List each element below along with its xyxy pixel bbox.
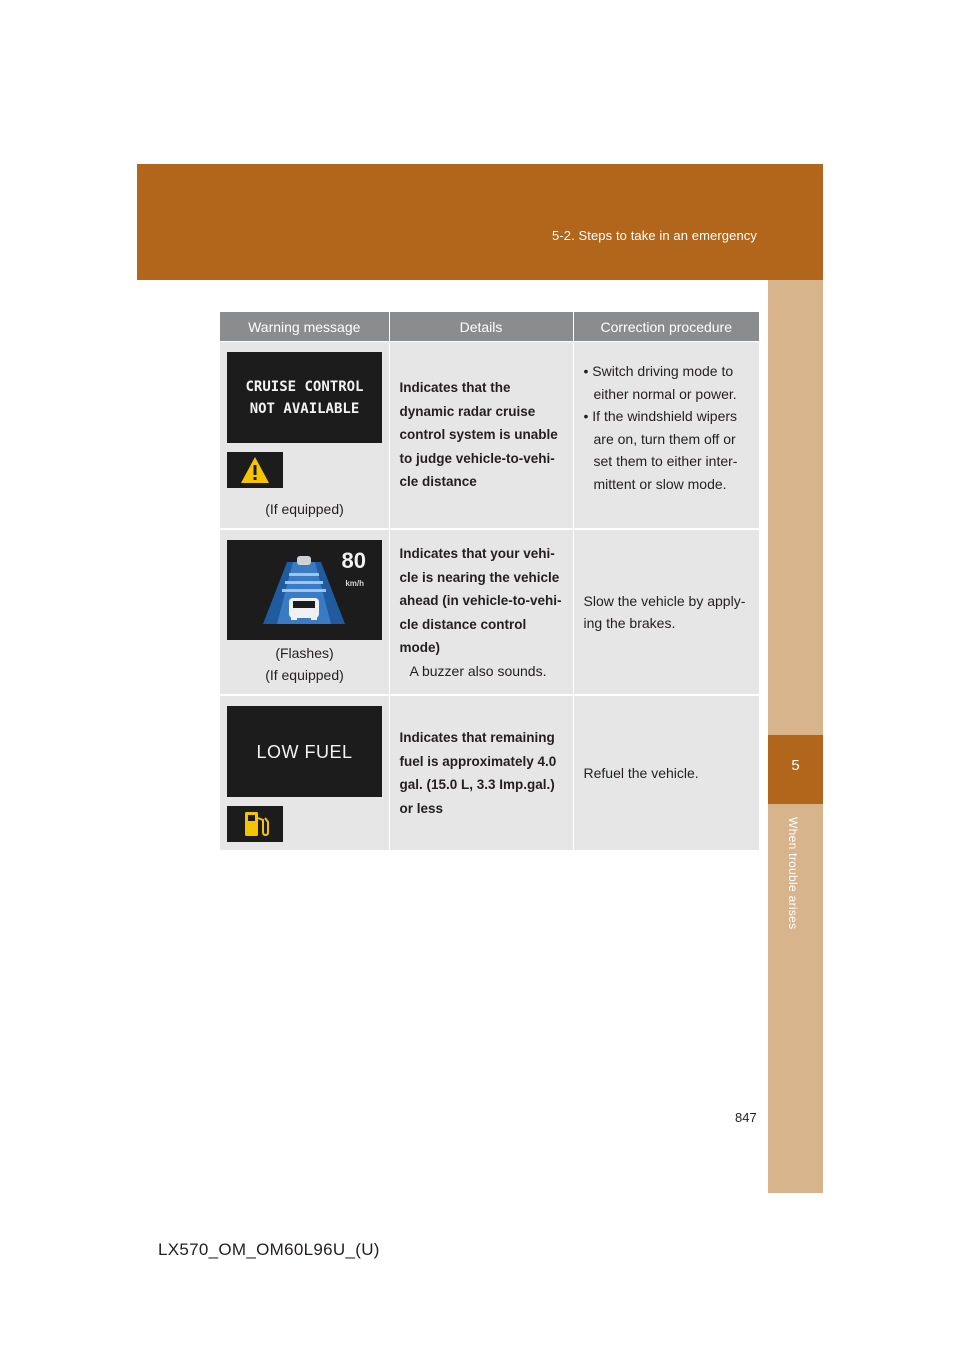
chapter-number: 5 [791,757,800,774]
correction-cell [573,529,759,695]
speed-value: 80 [341,548,366,573]
details-cell [389,342,573,530]
chapter-label: When trouble arises [786,817,800,930]
warning-message-table [220,312,759,852]
table-header-row [220,312,759,342]
correction-text: Slow the vehicle by apply-ing the brakes. [583,592,746,631]
note-flashes-if-equipped: (Flashes) (If equipped) [265,645,344,683]
correction-text: Refuel the vehicle. [583,764,699,781]
footer-code: LX570_OM_OM60L96U_(U) [158,1240,380,1259]
correction-cell [573,695,759,851]
warning-cell [220,529,389,695]
detail-text: Indicates that your vehi-cle is nearing the vehicle ahead (in vehicle-to-vehi-cle distance control mode) [399,546,562,655]
warning-triangle-icon [227,452,283,488]
column-header-warning-message: Warning message [220,312,389,342]
warning-cell [220,342,389,530]
speed-unit: km/h [345,579,364,588]
details-cell [389,529,573,695]
column-header-correction-procedure: Correction procedure [573,312,759,342]
correction-cell [573,342,759,530]
vehicle-distance-display [227,540,382,640]
correction-list [584,360,754,495]
detail-text: Indicates that remaining fuel is approximately 4.0 gal. (15.0 L, 3.3 Imp.gal.) or less [399,730,557,816]
display-text: LOW FUEL [256,741,353,762]
table-row [220,529,759,695]
note-if-equipped: (If equipped) [265,501,344,517]
detail-text: Indicates that the dynamic radar cruise control system is unable to judge vehicle-to-vehi-cle distance [399,380,558,490]
table-row [220,695,759,851]
chapter-box [768,735,823,804]
warning-cell [220,695,389,851]
section-title: 5-2. Steps to take in an emergency [551,228,757,243]
low-fuel-display [227,706,382,797]
list-item: • If the windshield wipers are on, turn them off or set them to either inter-mittent or slow mode. [584,405,754,495]
display-text: CRUISE CONTROL NOT AVAILABLE [245,378,364,417]
column-header-details: Details [389,312,573,342]
header-band [137,164,823,280]
side-tab [768,280,823,1193]
details-cell [389,695,573,851]
page-number: 847 [735,1110,757,1125]
detail-subtext: A buzzer also sounds. [409,662,547,679]
fuel-pump-icon [227,806,283,842]
list-item: • Switch driving mode to either normal or power. [584,360,754,405]
cruise-control-display [227,352,382,443]
table-row [220,342,759,530]
